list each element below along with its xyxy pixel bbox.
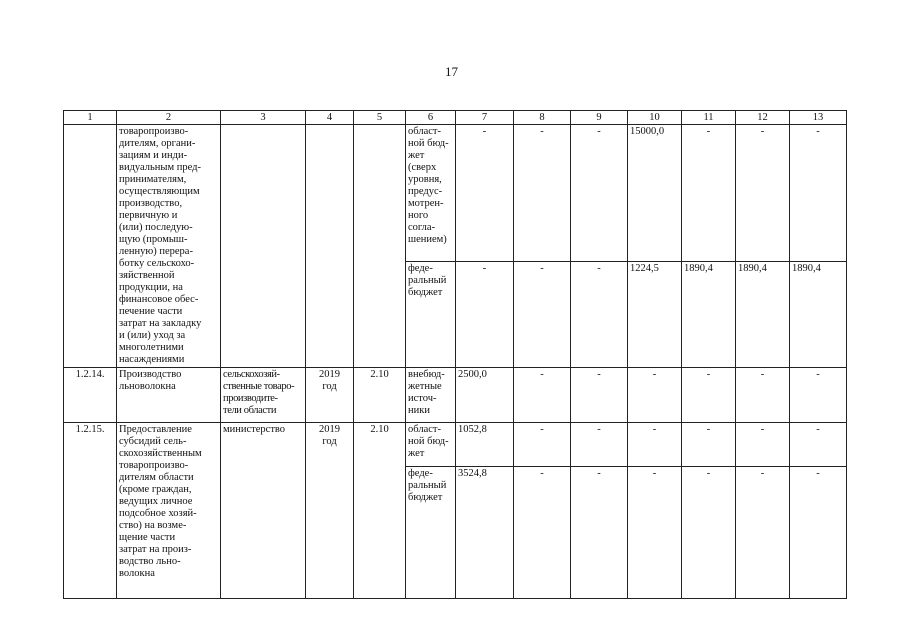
column-header: 12 bbox=[736, 111, 790, 125]
value-cell: - bbox=[790, 125, 847, 262]
value-cell: 3524,8 bbox=[456, 467, 514, 599]
item-description: Предоставление субсидий сель- скохозяйственным товаропроизво- дителям области (кроме граждан, ведущих личное подсобное хозяй- ство) на возме- щение части затрат на произ- водство льно- волокна bbox=[117, 423, 221, 599]
value-cell: - bbox=[682, 467, 736, 599]
item-description: товаропроизво- дителям, органи- зациям и инди- видуальным пред- принимателям, осуществляющим производство, первичную и (или) последую- щую (промыш- ленную) перера- ботку сельскохо- зяйственной продукции, на финансовое обес- печение части затрат на закладку и (или) уход за многолетними насаждениями bbox=[117, 125, 221, 368]
column-header: 5 bbox=[354, 111, 406, 125]
value-cell: - bbox=[571, 125, 628, 262]
budget-table bbox=[63, 110, 847, 599]
year-cell bbox=[306, 125, 354, 368]
value-cell: 1890,4 bbox=[790, 262, 847, 368]
value-cell: - bbox=[682, 125, 736, 262]
item-description: Производство льноволокна bbox=[117, 368, 221, 423]
funding-source: област- ной бюд- жет (сверх уровня, предус- мотрен- ного согла- шением) bbox=[406, 125, 456, 262]
value-cell: - bbox=[571, 368, 628, 423]
code-cell: 2.10 bbox=[354, 423, 406, 599]
funding-source: област- ной бюд- жет bbox=[406, 423, 456, 467]
value-cell: - bbox=[736, 467, 790, 599]
column-header: 2 bbox=[117, 111, 221, 125]
executor-cell: министерство bbox=[221, 423, 306, 599]
value-cell: - bbox=[514, 467, 571, 599]
value-cell: 15000,0 bbox=[628, 125, 682, 262]
value-cell: - bbox=[628, 368, 682, 423]
table-row bbox=[64, 423, 847, 467]
value-cell: 1890,4 bbox=[736, 262, 790, 368]
column-header: 3 bbox=[221, 111, 306, 125]
value-cell: - bbox=[682, 368, 736, 423]
value-cell: - bbox=[571, 467, 628, 599]
column-header: 7 bbox=[456, 111, 514, 125]
year-cell: 2019 год bbox=[306, 423, 354, 599]
value-cell: - bbox=[514, 423, 571, 467]
table-row bbox=[64, 368, 847, 423]
value-cell: - bbox=[736, 125, 790, 262]
value-cell: - bbox=[736, 423, 790, 467]
code-cell bbox=[354, 125, 406, 368]
executor-cell bbox=[221, 125, 306, 368]
column-header: 1 bbox=[64, 111, 117, 125]
column-header: 6 bbox=[406, 111, 456, 125]
value-cell: - bbox=[790, 423, 847, 467]
value-cell: - bbox=[736, 368, 790, 423]
value-cell: - bbox=[456, 262, 514, 368]
value-cell: - bbox=[456, 125, 514, 262]
value-cell: - bbox=[571, 423, 628, 467]
value-cell: 1224,5 bbox=[628, 262, 682, 368]
column-header: 10 bbox=[628, 111, 682, 125]
value-cell: - bbox=[790, 368, 847, 423]
item-number-cell: 1.2.15. bbox=[64, 423, 117, 599]
funding-source: феде- ральный бюджет bbox=[406, 262, 456, 368]
column-header: 8 bbox=[514, 111, 571, 125]
value-cell: - bbox=[682, 423, 736, 467]
funding-source: феде- ральный бюджет bbox=[406, 467, 456, 599]
value-cell: - bbox=[514, 125, 571, 262]
year-cell: 2019 год bbox=[306, 368, 354, 423]
table-header-row bbox=[64, 111, 847, 125]
value-cell: - bbox=[790, 467, 847, 599]
value-cell: - bbox=[628, 423, 682, 467]
table-row bbox=[64, 125, 847, 262]
column-header: 11 bbox=[682, 111, 736, 125]
funding-source: внебюд- жетные источ- ники bbox=[406, 368, 456, 423]
executor-cell: сельскохозяй- ственные товаро- производите- тели области bbox=[221, 368, 306, 423]
item-number-cell bbox=[64, 125, 117, 368]
code-cell: 2.10 bbox=[354, 368, 406, 423]
column-header: 4 bbox=[306, 111, 354, 125]
item-number-cell: 1.2.14. bbox=[64, 368, 117, 423]
value-cell: - bbox=[514, 368, 571, 423]
value-cell: 1052,8 bbox=[456, 423, 514, 467]
column-header: 13 bbox=[790, 111, 847, 125]
column-header: 9 bbox=[571, 111, 628, 125]
value-cell: - bbox=[514, 262, 571, 368]
page-number: 17 bbox=[445, 64, 458, 79]
value-cell: - bbox=[571, 262, 628, 368]
value-cell: 1890,4 bbox=[682, 262, 736, 368]
value-cell: 2500,0 bbox=[456, 368, 514, 423]
value-cell: - bbox=[628, 467, 682, 599]
